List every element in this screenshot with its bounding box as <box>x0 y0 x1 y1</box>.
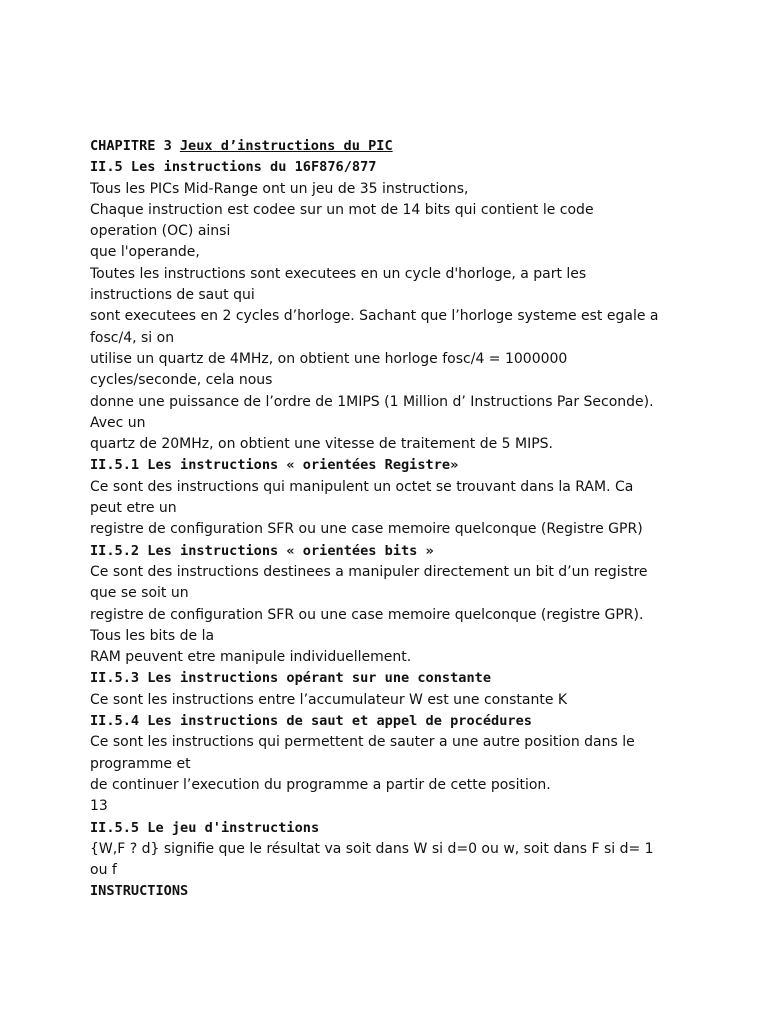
body-line: Ce sont des instructions destinees a manipuler directement un bit d’un registre <box>90 563 648 580</box>
body-line: Ce sont les instructions qui permettent de sauter a une autre position dans le <box>90 734 635 751</box>
section-heading-ii53: II.5.3 Les instructions opérant sur une constante <box>90 670 492 687</box>
body-line: Avec un <box>90 414 146 431</box>
body-line: sont executees en 2 cycles d’horloge. Sachant que l’horloge systeme est egale a <box>90 308 659 325</box>
chapter-title: Jeux d’instructions du PIC <box>179 138 393 154</box>
section-heading-ii55: II.5.5 Le jeu d'instructions <box>90 819 320 836</box>
body-line: donne une puissance de l’ordre de 1MIPS (1 Million d’ Instructions Par Seconde). <box>90 393 654 410</box>
body-line: registre de configuration SFR ou une case memoire quelconque (registre GPR). <box>90 606 644 623</box>
body-line: peut etre un <box>90 500 177 517</box>
body-line: {W,F ? d} signifie que le résultat va soit dans W si d=0 ou w, soit dans F si d= 1 <box>90 840 654 857</box>
body-line: instructions de saut qui <box>90 287 255 304</box>
chapter-number: CHAPITRE 3 <box>90 138 172 154</box>
document-page <box>90 136 680 903</box>
body-line: Ce sont des instructions qui manipulent un octet se trouvant dans la RAM. Ca <box>90 478 634 495</box>
instructions-heading: INSTRUCTIONS <box>90 883 189 900</box>
body-line: que l'operande, <box>90 244 200 261</box>
section-heading-ii54: II.5.4 Les instructions de saut et appel de procédures <box>90 713 532 730</box>
body-line: Tous les bits de la <box>90 627 215 644</box>
body-line: Chaque instruction est codee sur un mot de 14 bits qui contient le code <box>90 201 594 218</box>
body-line: cycles/seconde, cela nous <box>90 372 273 389</box>
section-heading-ii52: II.5.2 Les instructions « orientées bits » <box>90 542 434 559</box>
body-line: Toutes les instructions sont executees en un cycle d'horloge, a part les <box>90 265 587 282</box>
body-line: utilise un quartz de 4MHz, on obtient une horloge fosc/4 = 1000000 <box>90 350 568 367</box>
body-line: operation (OC) ainsi <box>90 223 231 240</box>
body-line: fosc/4, si on <box>90 329 175 346</box>
section-heading-ii51: II.5.1 Les instructions « orientées Registre» <box>90 457 459 474</box>
section-heading-ii5: II.5 Les instructions du 16F876/877 <box>90 159 377 176</box>
body-line: programme et <box>90 755 191 772</box>
body-line: RAM peuvent etre manipule individuellement. <box>90 649 412 666</box>
body-line: Tous les PICs Mid-Range ont un jeu de 35 instructions, <box>90 180 469 197</box>
body-line: quartz de 20MHz, on obtient une vitesse de traitement de 5 MIPS. <box>90 436 554 453</box>
chapter-heading <box>90 136 680 157</box>
body-line: de continuer l’execution du programme a partir de cette position. <box>90 776 551 793</box>
body-line: Ce sont les instructions entre l’accumulateur W est une constante K <box>90 691 568 708</box>
body-line: que se soit un <box>90 585 189 602</box>
body-line: registre de configuration SFR ou une case memoire quelconque (Registre GPR) <box>90 521 643 538</box>
body-line: ou f <box>90 862 117 879</box>
page-number: 13 <box>90 798 108 815</box>
